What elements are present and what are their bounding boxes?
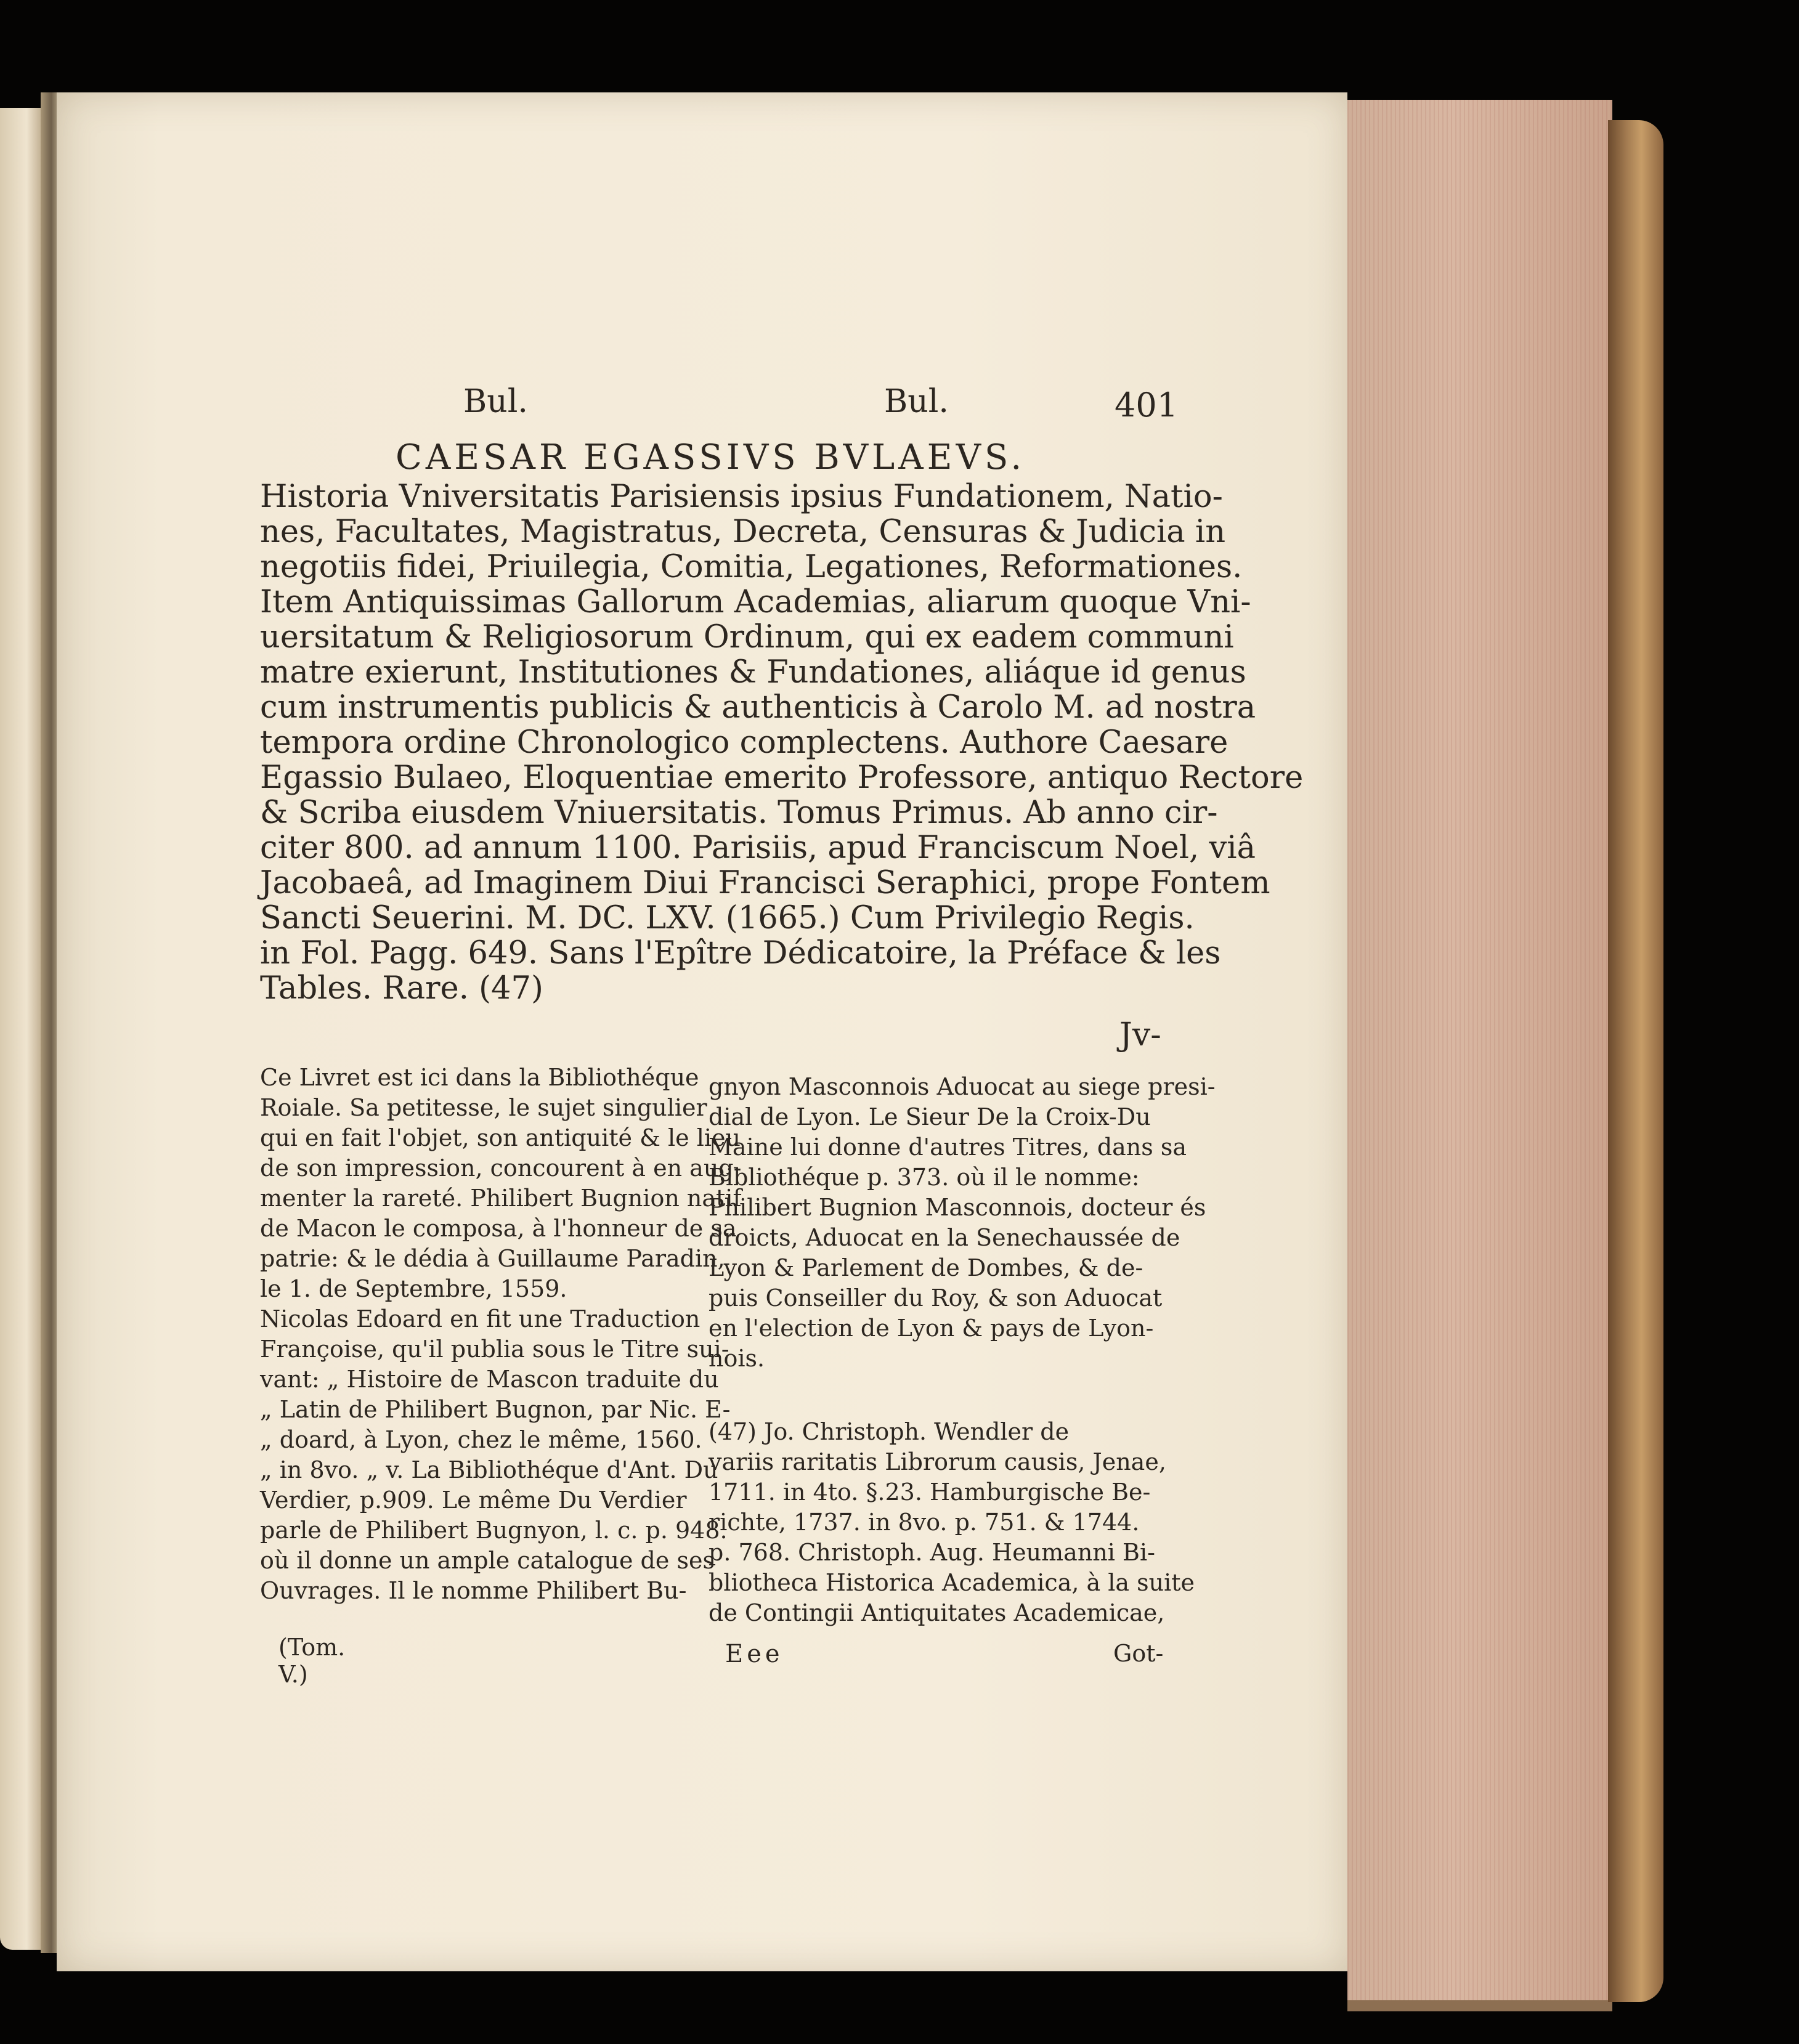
- cover-edge: [1608, 120, 1663, 2002]
- entry-line: tempora ordine Chronologico complectens. Authore Caesare: [260, 724, 1228, 761]
- note-line: en l'election de Lyon & pays de Lyon-: [709, 1315, 1154, 1342]
- entry-line: in Fol. Pagg. 649. Sans l'Epître Dédicatoire, la Préface & les: [260, 935, 1221, 971]
- note-line: le 1. de Septembre, 1559.: [260, 1275, 567, 1302]
- note-line: Ouvrages. Il le nomme Philibert Bu-: [260, 1577, 687, 1604]
- entry-line: Historia Vniversitatis Parisiensis ipsius Fundationem, Natio-: [260, 479, 1223, 515]
- page-number: 401: [1115, 386, 1179, 424]
- entry-line: uersitatum & Religiosorum Ordinum, qui ex eadem communi: [260, 619, 1234, 655]
- running-head-left: Bul.: [463, 383, 528, 420]
- entry-line: Item Antiquissimas Gallorum Academias, aliarum quoque Vni-: [260, 584, 1251, 620]
- note-line: „ Latin de Philibert Bugnon, par Nic. E-: [260, 1396, 731, 1423]
- page-block-edge: [1347, 100, 1612, 2011]
- note-line: Maine lui donne d'autres Titres, dans sa: [709, 1134, 1187, 1161]
- footnote-47: [709, 1417, 1195, 1628]
- note-line: dial de Lyon. Le Sieur De la Croix-Du: [709, 1103, 1151, 1130]
- note-line: gnyon Masconnois Aduocat au siege presi-: [709, 1073, 1216, 1100]
- note-line: droicts, Aduocat en la Senechaussée de: [709, 1224, 1180, 1251]
- note-line: puis Conseiller du Roy, & son Aduocat: [709, 1284, 1163, 1312]
- note-line: Ce Livret est ici dans la Bibliothéque: [260, 1064, 699, 1091]
- note-line: „ in 8vo. „ v. La Bibliothéque d'Ant. Du: [260, 1456, 718, 1483]
- note-line: Philibert Bugnion Masconnois, docteur és: [709, 1194, 1206, 1221]
- entry-line: & Scriba eiusdem Vniuersitatis. Tomus Primus. Ab anno cir-: [260, 795, 1218, 831]
- entry-line: Sancti Seuerini. M. DC. LXV. (1665.) Cum Privilegio Regis.: [260, 900, 1195, 936]
- note-line: de Macon le composa, à l'honneur de sa: [260, 1215, 737, 1242]
- entry-body: [260, 479, 1304, 1007]
- note-line: „ doard, à Lyon, chez le même, 1560.: [260, 1426, 702, 1453]
- footnote-line: richte, 1737. in 8vo. p. 751. & 1744.: [709, 1509, 1140, 1536]
- note-line: Nicolas Edoard en fit une Traduction: [260, 1305, 701, 1332]
- entry-line: matre exierunt, Institutiones & Fundationes, aliáque id genus: [260, 654, 1246, 691]
- note-line: qui en fait l'objet, son antiquité & le lieu: [260, 1124, 741, 1151]
- signature-mark: Eee: [725, 1640, 784, 1668]
- note-line: vant: „ Histoire de Mascon traduite du: [260, 1366, 719, 1393]
- left-page-edge: [0, 108, 44, 1950]
- entry-line: Tables. Rare. (47): [260, 970, 543, 1007]
- footnote-line: variis raritatis Librorum causis, Jenae,: [709, 1448, 1166, 1475]
- footnote-line: p. 768. Christoph. Aug. Heumanni Bi-: [709, 1539, 1155, 1566]
- note-line: Lyon & Parlement de Dombes, & de-: [709, 1254, 1143, 1281]
- note-line: Françoise, qu'il publia sous le Titre sui-: [260, 1336, 729, 1363]
- footnote-line: 1711. in 4to. §.23. Hamburgische Be-: [709, 1478, 1151, 1506]
- entry-line: Jacobaeâ, ad Imaginem Diui Francisci Seraphici, prope Fontem: [260, 865, 1270, 901]
- note-line: de son impression, concourent à en aug-: [260, 1154, 742, 1182]
- note-line: Verdier, p.909. Le même Du Verdier: [260, 1486, 687, 1514]
- note-line: patrie: & le dédia à Guillaume Paradin,: [260, 1245, 725, 1272]
- notes-right-column: [709, 1072, 1216, 1374]
- note-line: Roiale. Sa petitesse, le sujet singulier: [260, 1094, 707, 1121]
- note-line: parle de Philibert Bugnyon, l. c. p. 948.: [260, 1517, 728, 1544]
- entry-line: cum instrumentis publicis & authenticis à Carolo M. ad nostra: [260, 689, 1256, 726]
- entry-title: CAESAR EGASSIVS BVLAEVS.: [396, 437, 1026, 477]
- footnote-line: de Contingii Antiquitates Academicae,: [709, 1599, 1165, 1626]
- note-line: nois.: [709, 1345, 765, 1372]
- note-line: menter la rareté. Philibert Bugnion natif: [260, 1185, 742, 1212]
- footnote-line: (47) Jo. Christoph. Wendler de: [709, 1418, 1070, 1445]
- entry-catchword: Jv-: [1119, 1016, 1161, 1053]
- note-line: Bibliothéque p. 373. où il le nomme:: [709, 1164, 1140, 1191]
- entry-line: nes, Facultates, Magistratus, Decreta, Censuras & Judicia in: [260, 514, 1226, 550]
- entry-line: negotiis fidei, Priuilegia, Comitia, Legationes, Reformationes.: [260, 549, 1243, 585]
- volume-mark: (Tom. V.): [278, 1634, 346, 1688]
- note-line: où il donne un ample catalogue de ses: [260, 1547, 715, 1574]
- entry-line: citer 800. ad annum 1100. Parisiis, apud Franciscum Noel, viâ: [260, 830, 1256, 866]
- footnote-line: bliotheca Historica Academica, à la suite: [709, 1569, 1195, 1596]
- footer-catchword: Got-: [1113, 1640, 1164, 1667]
- page: [57, 92, 1347, 1971]
- entry-line: Egassio Bulaeo, Eloquentiae emerito Professore, antiquo Rectore: [260, 760, 1304, 796]
- running-head-center: Bul.: [884, 383, 949, 420]
